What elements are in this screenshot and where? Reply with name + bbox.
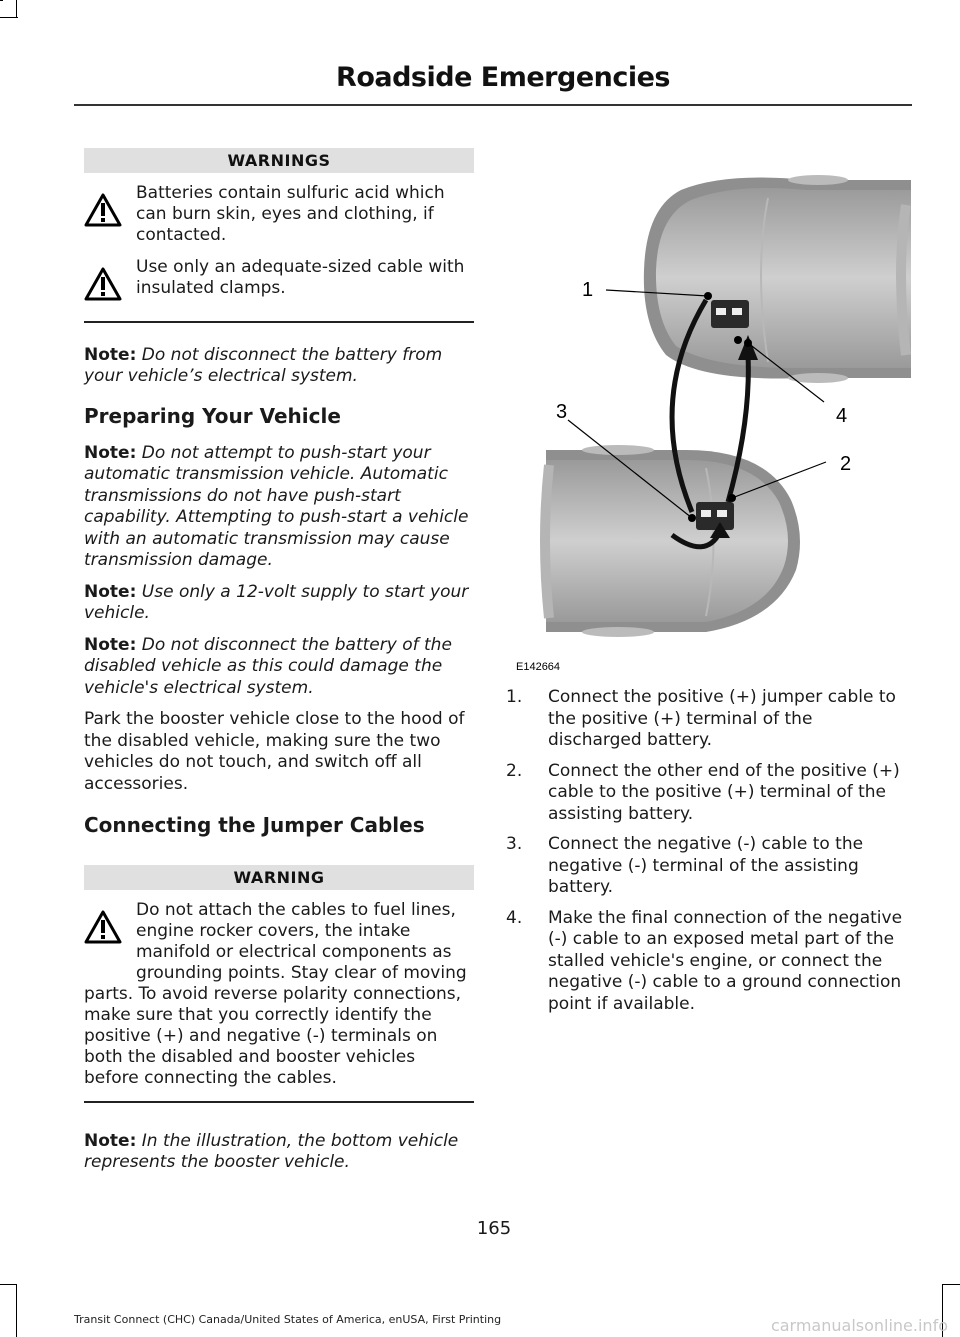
crop-mark: [16, 1285, 17, 1337]
disabled-battery: [711, 300, 749, 328]
steps-list: [506, 687, 911, 1015]
step-number: 2.: [506, 760, 523, 781]
list-item: [506, 834, 911, 899]
warning-text: Batteries contain sulfuric acid which can burn skin, eyes and clothing, if contacted.: [136, 183, 445, 245]
crop-mark: [942, 1284, 960, 1285]
warning-text: Use only an adequate-sized cable with insulated clamps.: [136, 257, 465, 298]
right-column: [506, 150, 911, 1024]
booster-battery: [696, 502, 734, 530]
section-heading: Preparing Your Vehicle: [84, 403, 341, 428]
warning-triangle-icon: [84, 900, 136, 970]
crop-mark: [0, 1284, 17, 1285]
step-text: Connect the positive (+) jumper cable to the positive (+) terminal of the discharged battery.: [548, 687, 896, 750]
callout-1: 1: [582, 279, 594, 301]
step-number: 1.: [506, 687, 523, 707]
warning-rule: [84, 321, 474, 323]
step-text: Connect the other end of the positive (+) cable to the positive (+) terminal of the assisting battery.: [548, 760, 900, 824]
note: [84, 582, 474, 625]
list-item: [506, 908, 911, 1016]
footer-text: Transit Connect (CHC) Canada/United States of America, enUSA, First Printing: [74, 1313, 502, 1326]
step-number: 4.: [506, 907, 523, 928]
note-text: In the illustration, the bottom vehicle represents the booster vehicle.: [84, 1130, 459, 1172]
step-text: Connect the negative (-) cable to the negative (-) terminal of the assisting battery.: [548, 834, 864, 897]
booster-vehicle: [545, 445, 800, 637]
note-label: Note:: [84, 1130, 137, 1151]
warning-heading: WARNING: [84, 865, 474, 890]
watermark: carmanualsonline.info: [770, 1316, 948, 1335]
list-item: [506, 687, 911, 752]
step-number: 3.: [506, 834, 523, 854]
warning-text: Do not attach the cables to fuel lines, engine rocker covers, the intake manifold or electrical components as grounding points. Stay clear of moving parts. To avoid reverse polarity connections, make sure that you correctly identify the positive (+) and negative (-) terminals on both the disabled and booster vehicles before connecting the cables.: [84, 900, 467, 1088]
note: [84, 1131, 474, 1174]
note: [84, 635, 474, 700]
note: [84, 345, 474, 388]
warning-block: [84, 900, 474, 1089]
warning-item: [84, 183, 474, 246]
note-label: Note:: [84, 634, 137, 655]
crop-mark: [16, 0, 17, 18]
note-text: Use only a 12-volt supply to start your vehicle.: [84, 581, 469, 623]
figure-code: E142664: [516, 661, 561, 673]
section-heading: Connecting the Jumper Cables: [84, 813, 425, 837]
note: [84, 443, 474, 572]
warnings-heading: WARNINGS: [84, 148, 474, 173]
page-number: 165: [476, 1218, 512, 1239]
paragraph: Park the booster vehicle close to the hood of the disabled vehicle, making sure the two vehicles do not touch, and switch off all accessories.: [84, 709, 465, 794]
crop-mark: [0, 17, 18, 18]
crop-mark: [0, 0, 3, 1]
warning-item: [84, 257, 474, 305]
callout-3: 3: [556, 401, 568, 423]
callout-2: 2: [840, 453, 852, 475]
jump-start-illustration: [506, 150, 911, 675]
page-title: Roadside Emergencies: [336, 62, 670, 93]
header-rule: [74, 104, 912, 106]
note-text: Do not disconnect the battery from your vehicle’s electrical system.: [84, 344, 443, 386]
note-text: Do not attempt to push-start your automatic transmission vehicle. Automatic transmissions do not have push-start capability. Attempting to push-start a vehicle with an automatic transmission may cause transmission damage.: [84, 442, 469, 570]
list-item: [506, 761, 911, 826]
callout-4: 4: [836, 405, 848, 427]
warning-triangle-icon: [84, 257, 136, 305]
step-text: Make the final connection of the negative (-) cable to an exposed metal part of the stalled vehicle's engine, or connect the negative (-) cable to a ground connection point if available.: [548, 907, 903, 1014]
note-label: Note:: [84, 581, 137, 602]
warning-triangle-icon: [84, 183, 136, 246]
note-text: Do not disconnect the battery of the disabled vehicle as this could damage the vehicle's electrical system.: [84, 634, 452, 698]
left-column: [84, 148, 474, 1174]
note-label: Note:: [84, 442, 137, 463]
note-label: Note:: [84, 344, 137, 365]
warning-rule: [84, 1101, 474, 1103]
